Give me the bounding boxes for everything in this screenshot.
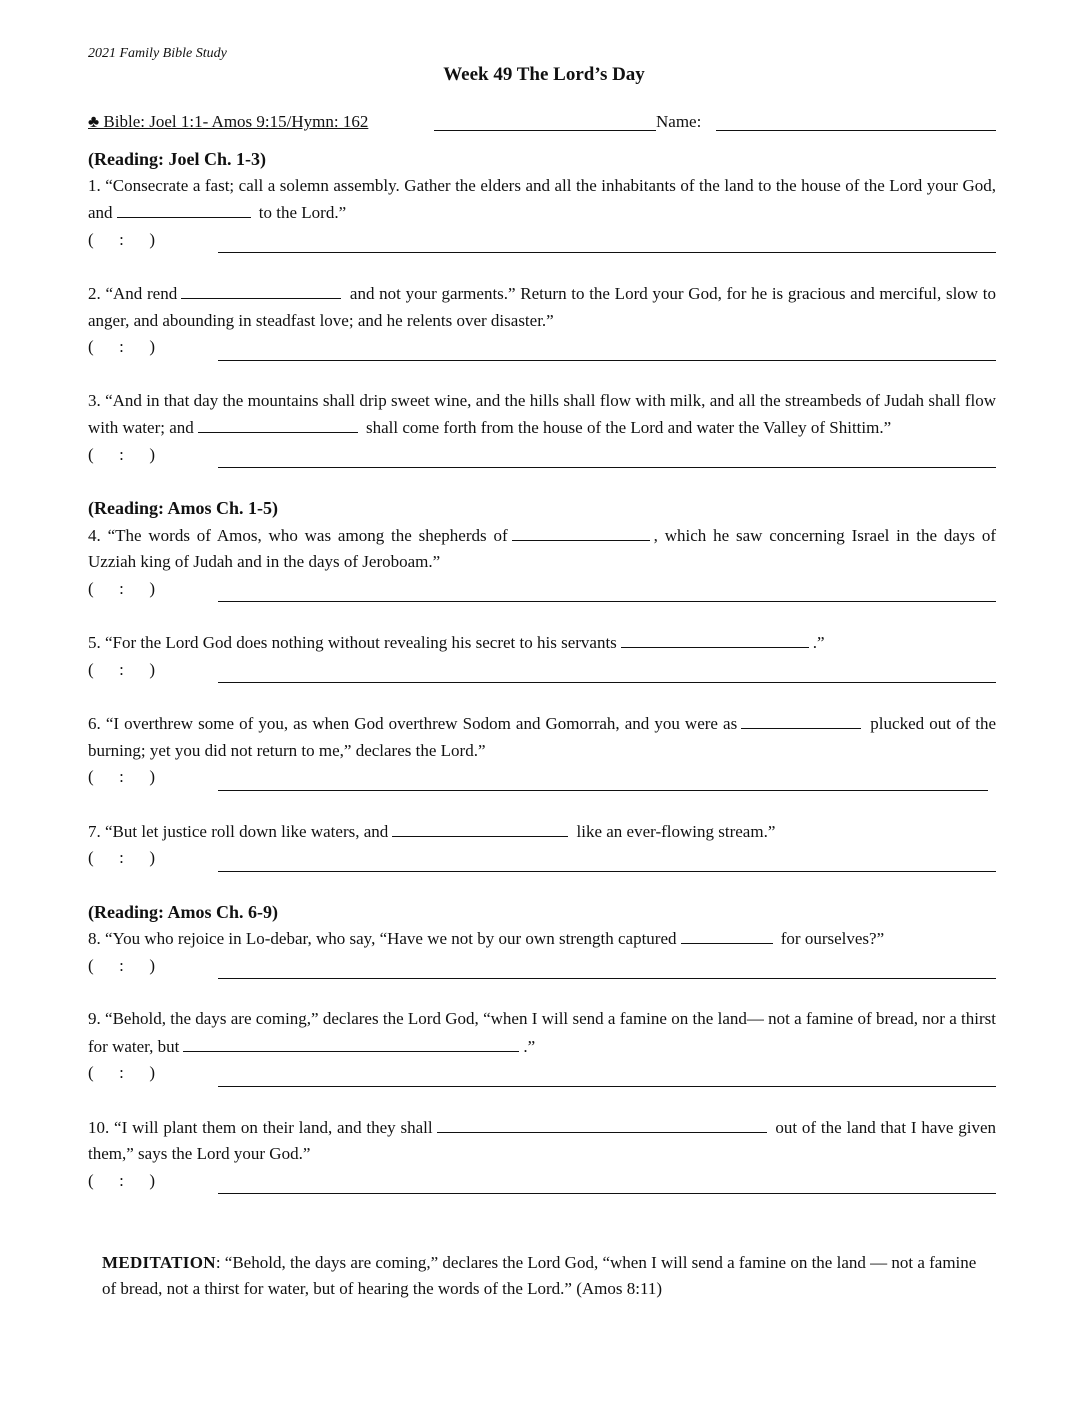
answer-blank[interactable] bbox=[392, 818, 568, 837]
question-text: shall come forth from the house of the Lord and water the Valley of Shittim.” bbox=[366, 418, 892, 437]
question-text: for ourselves?” bbox=[780, 929, 885, 948]
question-text: 3. “And in that day the mountains shall drip sweet wine, and the hills shall flow with milk, and all the streambeds of Judah shall flow with water; and bbox=[88, 390, 996, 437]
reference-parens: ( : ) bbox=[88, 767, 156, 786]
reference-parens: ( : ) bbox=[88, 659, 156, 679]
question-text: 7. “But let justice roll down like waters, and bbox=[88, 821, 389, 841]
reference-row bbox=[88, 1168, 996, 1195]
question-2 bbox=[88, 280, 996, 334]
question-7 bbox=[88, 818, 996, 846]
question-text: 9. “Behold, the days are coming,” declares the Lord God, “when I will send a famine on the land— not a famine of bread, nor a thirst for water, but bbox=[88, 1009, 996, 1056]
reference-row bbox=[88, 334, 996, 361]
reference-parens: ( : ) bbox=[88, 578, 156, 598]
reference-answer-line[interactable] bbox=[218, 1068, 996, 1087]
reference-answer-line[interactable] bbox=[218, 960, 996, 979]
reference-answer-line[interactable] bbox=[218, 342, 996, 361]
question-5 bbox=[88, 629, 996, 657]
reference-answer-line[interactable] bbox=[218, 853, 996, 872]
page-title: Week 49 The Lord’s Day bbox=[443, 64, 645, 85]
question-text: .” bbox=[523, 1036, 536, 1056]
bible-underline bbox=[434, 130, 656, 131]
reference-row bbox=[88, 764, 996, 791]
answer-blank[interactable] bbox=[183, 1033, 519, 1052]
answer-blank[interactable] bbox=[117, 199, 251, 218]
reference-parens: ( : ) bbox=[88, 848, 156, 867]
question-text: 6. “I overthrew some of you, as when God overthrew Sodom and Gomorrah, and you were as bbox=[88, 714, 738, 733]
question-text: 5. “For the Lord God does nothing without revealing his secret to his servants bbox=[88, 633, 617, 652]
reference-parens: ( : ) bbox=[88, 444, 156, 464]
reference-parens: ( : ) bbox=[88, 337, 156, 356]
reference-row bbox=[88, 953, 996, 980]
reference-answer-line[interactable] bbox=[218, 664, 996, 683]
question-text: to the Lord.” bbox=[258, 203, 347, 222]
reference-answer-line[interactable] bbox=[218, 449, 996, 468]
question-text: plucked out of the burning; yet you did not return to me,” declares the Lord.” bbox=[88, 714, 997, 760]
answer-blank[interactable] bbox=[512, 522, 650, 541]
question-text: 8. “You who rejoice in Lo-debar, who say, “Have we not by our own strength captured bbox=[88, 929, 677, 948]
meditation-label: MEDITATION bbox=[102, 1253, 216, 1272]
reference-answer-line[interactable] bbox=[218, 1175, 996, 1194]
section-heading: (Reading: Amos Ch. 1-5) bbox=[88, 498, 279, 518]
section-heading: (Reading: Amos Ch. 6-9) bbox=[88, 901, 279, 922]
reference-row bbox=[88, 576, 996, 603]
question-text: , which he saw concerning Israel in the days of Uzziah king of Judah and in the days of Jeroboam.” bbox=[88, 525, 997, 571]
reference-parens: ( : ) bbox=[88, 955, 156, 975]
reference-answer-line[interactable] bbox=[218, 772, 988, 791]
reference-parens: ( : ) bbox=[88, 229, 156, 249]
series-label: 2021 Family Bible Study bbox=[88, 46, 227, 61]
reference-row bbox=[88, 845, 996, 872]
question-text: and not your garments.” Return to the Lord your God, for he is gracious and merciful, slow to anger, and abounding in steadfast love; and he relents over disaster.” bbox=[88, 284, 997, 330]
answer-blank[interactable] bbox=[437, 1114, 767, 1133]
name-field[interactable] bbox=[716, 130, 996, 131]
question-9 bbox=[88, 1006, 996, 1060]
name-label: Name: bbox=[656, 112, 702, 131]
answer-blank[interactable] bbox=[621, 629, 809, 648]
bible-reference: ♣ Bible: Joel 1:1- Amos 9:15/Hymn: 162 bbox=[88, 112, 369, 131]
question-4 bbox=[88, 522, 996, 576]
question-text: .” bbox=[812, 633, 825, 652]
question-1 bbox=[88, 173, 996, 227]
question-text: out of the land that I have given them,” says the Lord your God.” bbox=[88, 1117, 996, 1163]
answer-blank[interactable] bbox=[198, 414, 358, 433]
question-text: 2. “And rend bbox=[88, 284, 178, 303]
question-text: 1. “Consecrate a fast; call a solemn assembly. Gather the elders and all the inhabitants of the land to the house of the Lord your God, and bbox=[88, 175, 996, 222]
reference-row bbox=[88, 442, 996, 469]
question-text: 4. “The words of Amos, who was among the shepherds of bbox=[88, 525, 508, 545]
reference-answer-line[interactable] bbox=[218, 583, 996, 602]
question-8 bbox=[88, 925, 996, 953]
reference-parens: ( : ) bbox=[88, 1063, 156, 1082]
meditation-text: : “Behold, the days are coming,” declares the Lord God, “when I will send a famine on the land — not a famine of bread, not a thirst for water, but of hearing the words of the Lord.” (Amos 8:11) bbox=[102, 1253, 977, 1298]
reference-parens: ( : ) bbox=[88, 1170, 156, 1190]
question-3 bbox=[88, 388, 996, 442]
reference-answer-line[interactable] bbox=[218, 234, 996, 253]
reference-row bbox=[88, 227, 996, 254]
question-text: 10. “I will plant them on their land, and they shall bbox=[88, 1117, 433, 1137]
questions-content bbox=[88, 146, 996, 1194]
answer-blank[interactable] bbox=[681, 925, 773, 944]
answer-blank[interactable] bbox=[181, 280, 341, 299]
question-6 bbox=[88, 710, 996, 764]
question-10 bbox=[88, 1114, 996, 1168]
meditation-block bbox=[102, 1250, 982, 1302]
section-heading: (Reading: Joel Ch. 1-3) bbox=[88, 149, 266, 169]
bible-name-row bbox=[88, 112, 996, 134]
reference-row bbox=[88, 1060, 996, 1087]
reference-row bbox=[88, 657, 996, 684]
question-text: like an ever-flowing stream.” bbox=[576, 821, 776, 841]
answer-blank[interactable] bbox=[741, 710, 861, 729]
